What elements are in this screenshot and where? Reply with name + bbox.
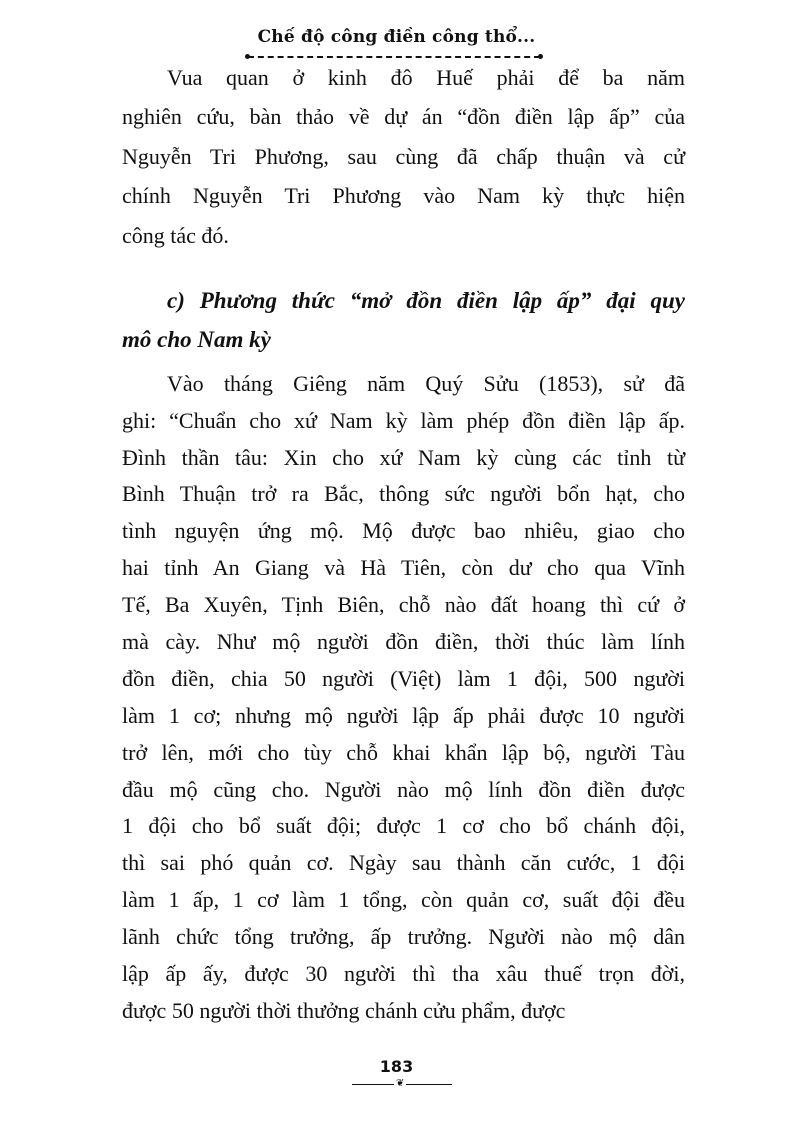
running-header: Chế độ công điền công thổ... [257,27,536,47]
page-number: 183 [379,1057,414,1076]
text-line: mô cho Nam kỳ [122,327,271,353]
text-line: Vua quan ở kinh đô Huế phải để ba năm [167,65,685,90]
text-line: Bình Thuận trở ra Bắc, thông sức người bổn hạt, cho [122,481,685,507]
text-line: Tế, Ba Xuyên, Tịnh Biên, chỗ nào đất hoang thì cứ ở [122,592,685,618]
text-line: 1 đội cho bổ suất đội; được 1 cơ cho bổ chánh đội, [122,813,685,839]
text-line: đầu mộ cũng cho. Người nào mộ lính đồn điền được [122,776,685,802]
text-line: trở lên, mới cho tùy chỗ khai khẩn lập bộ, người Tàu [122,739,685,765]
ornament-icon: ❦ [396,1078,405,1089]
footer-ornament [352,1078,452,1089]
text-line: làm 1 cơ; nhưng mộ người lập ấp phải được 10 người [122,702,685,728]
text-line: nghiên cứu, bàn thảo về dự án “đồn điền lập ấp” của [122,104,685,130]
text-line: mà cày. Như mộ người đồn điền, thời thúc làm lính [122,628,685,654]
text-line: chính Nguyễn Tri Phương vào Nam kỳ thực hiện [122,183,685,209]
text-line: thì sai phó quản cơ. Ngày sau thành căn cước, 1 đội [122,850,685,876]
text-line: Đình thần tâu: Xin cho xứ Nam kỳ cùng các tỉnh từ [122,444,685,470]
paragraph [122,58,685,255]
text-line: công tác đó. [122,222,229,248]
text-line: đồn điền, chia 50 người (Việt) làm 1 đội, 500 người [122,665,685,691]
text-line: lãnh chức tổng trưởng, ấp trưởng. Người nào mộ dân [122,924,685,950]
text-line: lập ấp ấy, được 30 người thì tha xâu thuế trọn đời, [122,960,685,986]
text-line: Nguyễn Tri Phương, sau cùng đã chấp thuận và cử [122,143,685,169]
section-heading [122,281,685,360]
text-line: tình nguyện ứng mộ. Mộ được bao nhiêu, giao cho [122,518,685,544]
text-line: làm 1 ấp, 1 cơ làm 1 tổng, còn quản cơ, suất đội đều [122,887,685,913]
text-line: Vào tháng Giêng năm Quý Sửu (1853), sử đã [167,370,685,396]
page-body [122,58,685,1030]
text-line: c) Phương thức “mở đồn điền lập ấp” đại quy [167,287,685,313]
text-line: được 50 người thời thưởng chánh cửu phẩm, được [122,997,566,1023]
paragraph [122,366,685,1030]
text-line: hai tỉnh An Giang và Hà Tiên, còn dư cho qua Vĩnh [122,555,685,581]
text-line: ghi: “Chuẩn cho xứ Nam kỳ làm phép đồn điền lập ấp. [122,407,685,433]
